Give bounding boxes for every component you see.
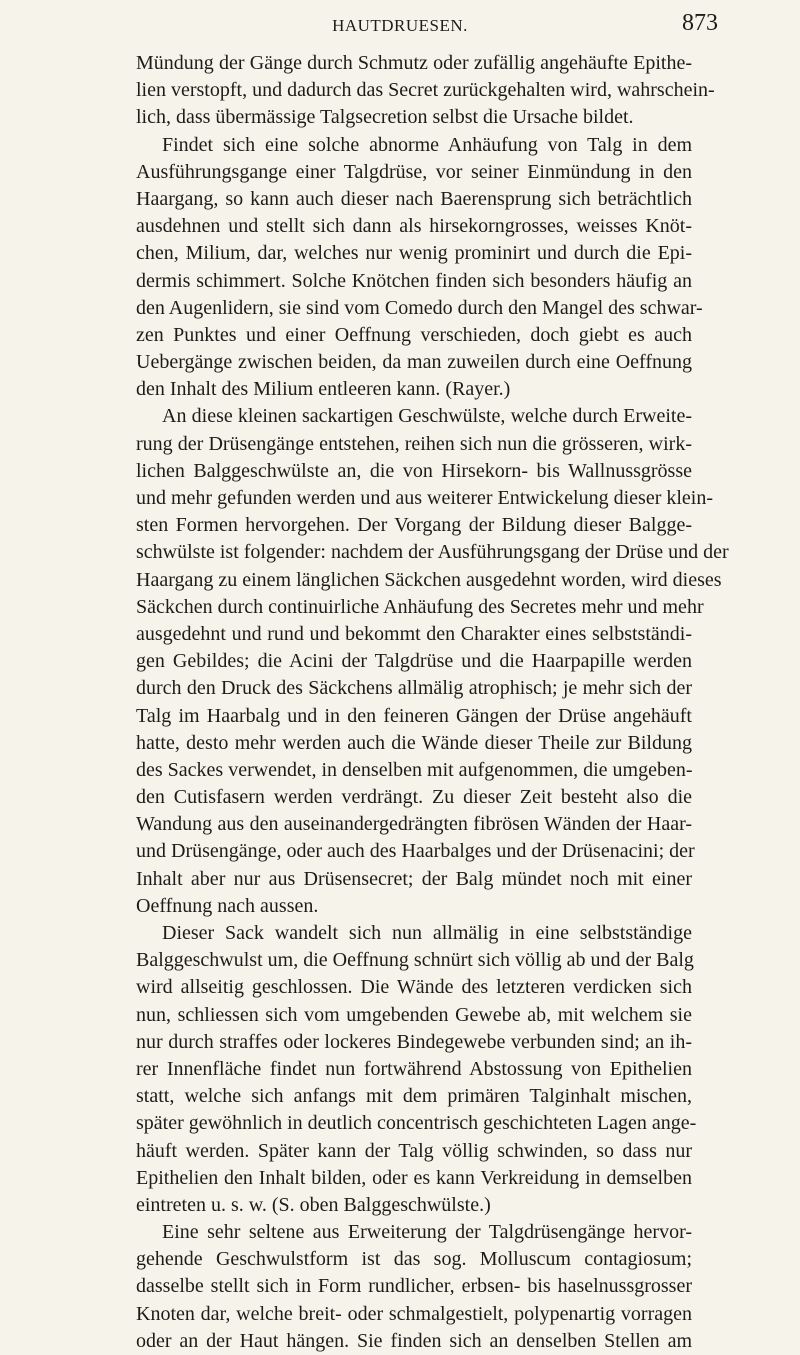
text-line: Knoten dar, welche breit- oder schmalgestielt, polypenartig vorragen	[136, 1302, 692, 1325]
text-line: Säckchen durch continuirliche Anhäufung des Secretes mehr und mehr	[136, 595, 704, 618]
text-line: später gewöhnlich in deutlich concentrisch geschichteten Lagen ange-	[136, 1112, 697, 1135]
text-line: wird allseitig geschlossen. Die Wände des letzteren verdicken sich	[136, 976, 692, 999]
text-line: durch den Druck des Säckchens allmälig atrophisch; je mehr sich der	[136, 677, 692, 700]
text-line: sten Formen hervorgehen. Der Vorgang der Bildung dieser Balgge-	[136, 514, 692, 537]
text-line: Haargang zu einem länglichen Säckchen ausgedehnt worden, wird dieses	[136, 568, 722, 591]
text-line: rung der Drüsengänge entstehen, reihen sich nun die grösseren, wirk-	[136, 432, 692, 455]
text-line: den Cutisfasern werden verdrängt. Zu dieser Zeit besteht also die	[136, 786, 692, 809]
text-line: den Inhalt des Milium entleeren kann. (Rayer.)	[136, 378, 511, 401]
page-number: 873	[682, 10, 718, 36]
text-line: den Augenlidern, sie sind vom Comedo durch den Mangel des schwar-	[136, 296, 703, 319]
text-line: lich, dass übermässige Talgsecretion selbst die Ursache bildet.	[136, 106, 634, 129]
text-line: und mehr gefunden werden und aus weiterer Entwickelung dieser klein-	[136, 487, 714, 509]
text-line: Haargang, so kann auch dieser nach Baerensprung sich beträchtlich	[136, 187, 692, 210]
text-line: eintreten u. s. w. (S. oben Balggeschwülste.)	[136, 1193, 491, 1216]
text-line: lichen Balggeschwülste an, die von Hirsekorn- bis Wallnussgrösse	[136, 459, 692, 482]
text-line: nur durch straffes oder lockeres Bindegewebe verbunden sind; an ih-	[136, 1030, 692, 1053]
text-line: ausdehnen und stellt sich dann als hirsekorngrosses, weisses Knöt-	[136, 215, 692, 238]
text-line: Oeffnung nach aussen.	[136, 894, 319, 917]
running-head: HAUTDRUESEN.	[332, 16, 468, 35]
text-line: statt, welche sich anfangs mit dem primären Talginhalt mischen,	[136, 1085, 692, 1108]
text-line: Findet sich eine solche abnorme Anhäufung von Talg in dem	[162, 133, 692, 156]
text-line: häuft werden. Später kann der Talg völlig schwinden, so dass nur	[136, 1139, 692, 1162]
text-line: dermis schimmert. Solche Knötchen finden sich besonders häufig an	[136, 269, 692, 292]
text-line: zen Punktes und einer Oeffnung verschieden, doch giebt es auch	[136, 323, 692, 346]
text-line: Epithelien den Inhalt bilden, oder es kann Verkreidung in demselben	[136, 1166, 692, 1189]
text-line: gen Gebildes; die Acini der Talgdrüse und die Haarpapille werden	[136, 650, 692, 673]
text-line: dasselbe stellt sich in Form rundlicher, erbsen- bis haselnussgrosser	[136, 1275, 692, 1298]
text-line: rer Innenfläche findet nun fortwährend Abstossung von Epithelien	[136, 1057, 692, 1080]
text-line: Uebergänge zwischen beiden, da man zuweilen durch eine Oeffnung	[136, 351, 692, 374]
text-line: Wandung aus den auseinandergedrängten fibrösen Wänden der Haar-	[136, 813, 692, 836]
text-line: Inhalt aber nur aus Drüsensecret; der Balg mündet noch mit einer	[136, 867, 692, 890]
text-line: gehende Geschwulstform ist das sog. Molluscum contagiosum;	[136, 1248, 692, 1271]
text-line: oder an der Haut hängen. Sie finden sich an denselben Stellen am	[136, 1329, 692, 1352]
text-line: Eine sehr seltene aus Erweiterung der Talgdrüsengänge hervor-	[162, 1221, 692, 1244]
text-line: Ausführungsgange einer Talgdrüse, vor seiner Einmündung in den	[136, 160, 692, 183]
text-line: nun, schliessen sich vom umgebenden Gewebe ab, mit welchem sie	[136, 1003, 692, 1026]
text-line: Talg im Haarbalg und in den feineren Gängen der Drüse angehäuft	[136, 704, 692, 727]
text-line: Mündung der Gänge durch Schmutz oder zufällig angehäufte Epithe-	[136, 52, 692, 74]
body-text	[136, 50, 729, 1355]
text-line: schwülste ist folgender: nachdem der Ausführungsgang der Drüse und der	[136, 541, 729, 564]
text-line: des Sackes verwendet, in denselben mit aufgenommen, die umgeben-	[136, 758, 693, 781]
text-line: lien verstopft, und dadurch das Secret zurückgehalten wird, wahrschein-	[136, 79, 715, 102]
text-line: Dieser Sack wandelt sich nun allmälig in eine selbstständige	[162, 922, 692, 944]
text-line: und Drüsengänge, oder auch des Haarbalges und der Drüsenacini; der	[136, 840, 695, 863]
text-line: Balggeschwulst um, die Oeffnung schnürt sich völlig ab und der Balg	[136, 949, 694, 972]
text-line: An diese kleinen sackartigen Geschwülste, welche durch Erweite-	[162, 405, 692, 428]
text-line: chen, Milium, dar, welches nur wenig prominirt und durch die Epi-	[136, 242, 692, 265]
text-line: ausgedehnt und rund und bekommt den Charakter eines selbstständi-	[136, 622, 692, 645]
page-header	[0, 8, 800, 42]
text-line: hatte, desto mehr werden auch die Wände dieser Theile zur Bildung	[136, 731, 692, 754]
